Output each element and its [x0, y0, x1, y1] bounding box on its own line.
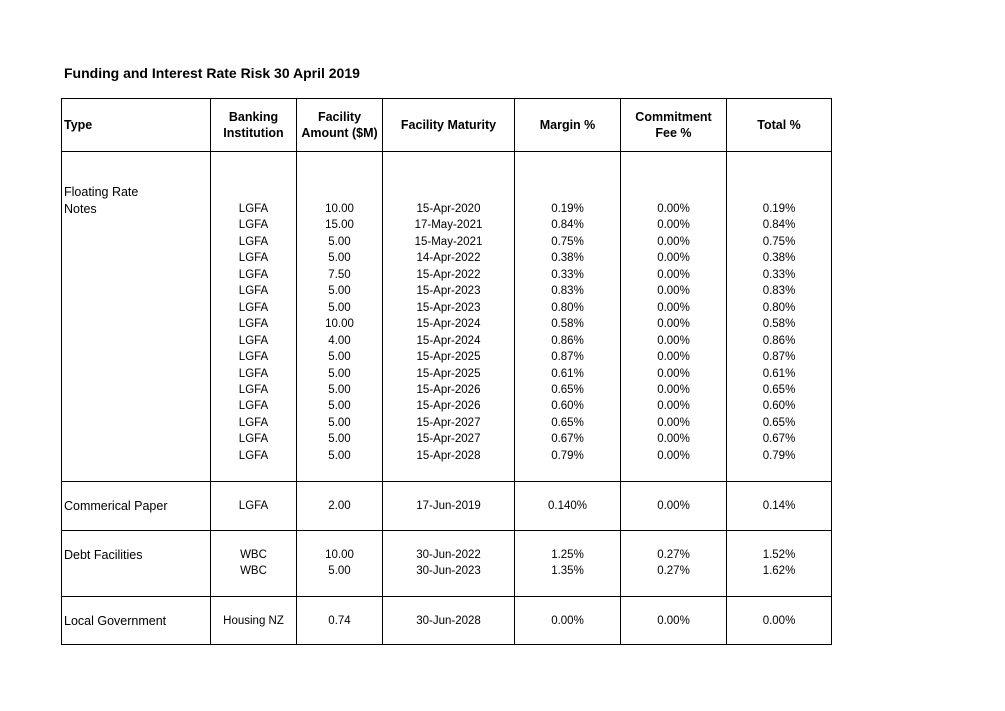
header-facility-maturity: Facility Maturity — [400, 118, 497, 132]
cell-fee: 0.27% — [657, 565, 690, 578]
cell-maturity: 15-Apr-2024 — [416, 318, 481, 331]
cell-maturity: 17-Jun-2019 — [416, 500, 481, 512]
type-local-government: Local Government — [64, 614, 167, 628]
type-floating-rate-notes: Floating Rate Notes — [64, 185, 139, 216]
cell-margin: 0.61% — [551, 367, 584, 380]
cell-fee: 0.00% — [657, 268, 690, 281]
cell-margin: 0.33% — [551, 268, 584, 281]
section-divider — [61, 481, 832, 482]
cell-total: 0.79% — [762, 449, 796, 462]
cell-bank: LGFA — [238, 500, 269, 512]
cell-bank: Housing NZ — [223, 615, 284, 627]
header-type: Type — [64, 118, 93, 132]
cell-fee: 0.00% — [657, 351, 690, 364]
cell-bank: LGFA — [238, 219, 269, 232]
cell-total: 0.87% — [762, 351, 796, 364]
cell-bank: LGFA — [238, 416, 269, 429]
header-banking-institution: Banking Institution — [223, 110, 284, 140]
cell-bank: LGFA — [238, 301, 269, 314]
cell-total: 0.38% — [762, 252, 796, 265]
cell-margin: 0.67% — [551, 433, 584, 446]
cell-maturity: 15-May-2021 — [414, 235, 483, 248]
cell-amount: 5.00 — [328, 433, 351, 446]
cell-total: 0.67% — [762, 433, 796, 446]
section-divider — [61, 596, 832, 597]
cell-fee: 0.00% — [657, 615, 690, 627]
header-facility-amount: Facility Amount ($M) — [301, 110, 378, 140]
header-margin: Margin % — [539, 118, 596, 132]
cell-margin: 0.65% — [551, 383, 584, 396]
cell-bank: LGFA — [238, 318, 269, 331]
cell-amount: 5.00 — [328, 301, 351, 314]
cell-bank: LGFA — [238, 252, 269, 265]
type-debt-facilities: Debt Facilities — [64, 548, 143, 562]
cell-amount: 5.00 — [328, 252, 351, 265]
cell-amount: 5.00 — [328, 416, 351, 429]
cell-total: 0.80% — [762, 301, 796, 314]
cell-total: 1.62% — [762, 565, 796, 578]
cell-margin: 0.00% — [551, 615, 584, 627]
cell-amount: 4.00 — [328, 334, 351, 347]
cell-maturity: 15-Apr-2026 — [416, 383, 481, 396]
header-commitment-fee: Commitment Fee % — [635, 110, 712, 140]
cell-total: 0.86% — [762, 334, 796, 347]
cell-margin: 0.60% — [551, 400, 584, 413]
cell-maturity: 15-Apr-2023 — [416, 301, 481, 314]
section-divider — [61, 530, 832, 531]
cell-total: 0.84% — [762, 219, 796, 232]
cell-amount: 5.00 — [328, 400, 351, 413]
cell-bank: LGFA — [238, 203, 269, 215]
cell-bank: LGFA — [238, 351, 269, 364]
cell-total: 0.14% — [762, 500, 796, 512]
cell-margin: 0.80% — [551, 301, 584, 314]
cell-fee: 0.00% — [657, 433, 690, 446]
cell-fee: 0.00% — [657, 235, 690, 248]
cell-fee: 0.00% — [657, 285, 690, 298]
cell-fee: 0.00% — [657, 383, 690, 396]
cell-maturity: 15-Apr-2026 — [416, 400, 481, 413]
cell-total: 0.83% — [762, 285, 796, 298]
cell-amount: 10.00 — [325, 203, 354, 215]
cell-amount: 5.00 — [328, 367, 351, 380]
cell-maturity: 14-Apr-2022 — [416, 252, 481, 265]
cell-bank: LGFA — [238, 433, 269, 446]
cell-amount: 5.00 — [328, 565, 351, 578]
cell-total: 1.52% — [762, 549, 796, 561]
cell-bank: LGFA — [238, 449, 269, 462]
cell-amount: 15.00 — [325, 219, 354, 232]
cell-amount: 5.00 — [328, 449, 351, 462]
cell-bank: LGFA — [238, 285, 269, 298]
cell-margin: 0.75% — [551, 235, 584, 248]
cell-fee: 0.00% — [657, 203, 690, 215]
cell-total: 0.61% — [762, 367, 796, 380]
cell-bank: LGFA — [238, 367, 269, 380]
cell-amount: 5.00 — [328, 351, 351, 364]
cell-maturity: 15-Apr-2020 — [416, 203, 481, 215]
cell-maturity: 15-Apr-2025 — [416, 367, 481, 380]
cell-amount: 10.00 — [325, 318, 354, 331]
cell-margin: 0.140% — [547, 500, 587, 512]
cell-bank: LGFA — [238, 268, 269, 281]
cell-maturity: 15-Apr-2022 — [416, 268, 481, 281]
cell-total: 0.00% — [762, 615, 796, 627]
cell-total: 0.60% — [762, 400, 796, 413]
column-border — [831, 98, 832, 645]
cell-fee: 0.00% — [657, 449, 690, 462]
cell-maturity: 15-Apr-2027 — [416, 416, 481, 429]
type-commercial-paper: Commerical Paper — [64, 499, 168, 513]
cell-fee: 0.00% — [657, 219, 690, 232]
cell-fee: 0.00% — [657, 500, 690, 512]
cell-maturity: 15-Apr-2027 — [416, 433, 481, 446]
cell-bank: LGFA — [238, 334, 269, 347]
cell-margin: 1.25% — [551, 549, 584, 561]
cell-total: 0.19% — [762, 203, 796, 215]
cell-total: 0.65% — [762, 383, 796, 396]
cell-margin: 0.19% — [551, 203, 584, 215]
header-bottom-border — [61, 151, 832, 152]
cell-margin: 0.86% — [551, 334, 584, 347]
cell-maturity: 15-Apr-2023 — [416, 285, 481, 298]
cell-bank: LGFA — [238, 383, 269, 396]
cell-margin: 0.83% — [551, 285, 584, 298]
cell-margin: 0.38% — [551, 252, 584, 265]
cell-bank: WBC — [240, 549, 267, 561]
cell-fee: 0.00% — [657, 334, 690, 347]
cell-maturity: 30-Jun-2028 — [416, 615, 481, 627]
cell-total: 0.65% — [762, 416, 796, 429]
cell-bank: LGFA — [238, 400, 269, 413]
cell-bank: WBC — [240, 565, 267, 578]
cell-margin: 0.79% — [551, 449, 584, 462]
cell-amount: 10.00 — [325, 549, 354, 561]
cell-amount: 5.00 — [328, 383, 351, 396]
cell-fee: 0.00% — [657, 367, 690, 380]
cell-margin: 0.84% — [551, 219, 584, 232]
cell-margin: 0.58% — [551, 318, 584, 331]
cell-amount: 7.50 — [328, 268, 351, 281]
cell-total: 0.58% — [762, 318, 796, 331]
cell-fee: 0.00% — [657, 318, 690, 331]
cell-maturity: 15-Apr-2025 — [416, 351, 481, 364]
cell-total: 0.75% — [762, 235, 796, 248]
cell-maturity: 15-Apr-2024 — [416, 334, 481, 347]
cell-margin: 1.35% — [551, 565, 584, 578]
cell-fee: 0.00% — [657, 416, 690, 429]
cell-bank: LGFA — [238, 235, 269, 248]
cell-amount: 5.00 — [328, 285, 351, 298]
cell-total: 0.33% — [762, 268, 796, 281]
cell-margin: 0.65% — [551, 416, 584, 429]
cell-amount: 5.00 — [328, 235, 351, 248]
cell-maturity: 17-May-2021 — [414, 219, 483, 232]
cell-maturity: 30-Jun-2022 — [416, 549, 481, 561]
cell-fee: 0.00% — [657, 400, 690, 413]
cell-amount: 2.00 — [328, 500, 351, 512]
header-total: Total % — [757, 118, 801, 132]
cell-fee: 0.00% — [657, 301, 690, 314]
column-border — [61, 98, 62, 645]
cell-fee: 0.27% — [657, 549, 690, 561]
table-bottom-border — [61, 644, 832, 645]
page-title: Funding and Interest Rate Risk 30 April 2019 — [64, 65, 360, 81]
cell-margin: 0.87% — [551, 351, 584, 364]
cell-maturity: 30-Jun-2023 — [416, 565, 481, 578]
cell-amount: 0.74 — [328, 615, 351, 627]
cell-fee: 0.00% — [657, 252, 690, 265]
cell-maturity: 15-Apr-2028 — [416, 449, 481, 462]
